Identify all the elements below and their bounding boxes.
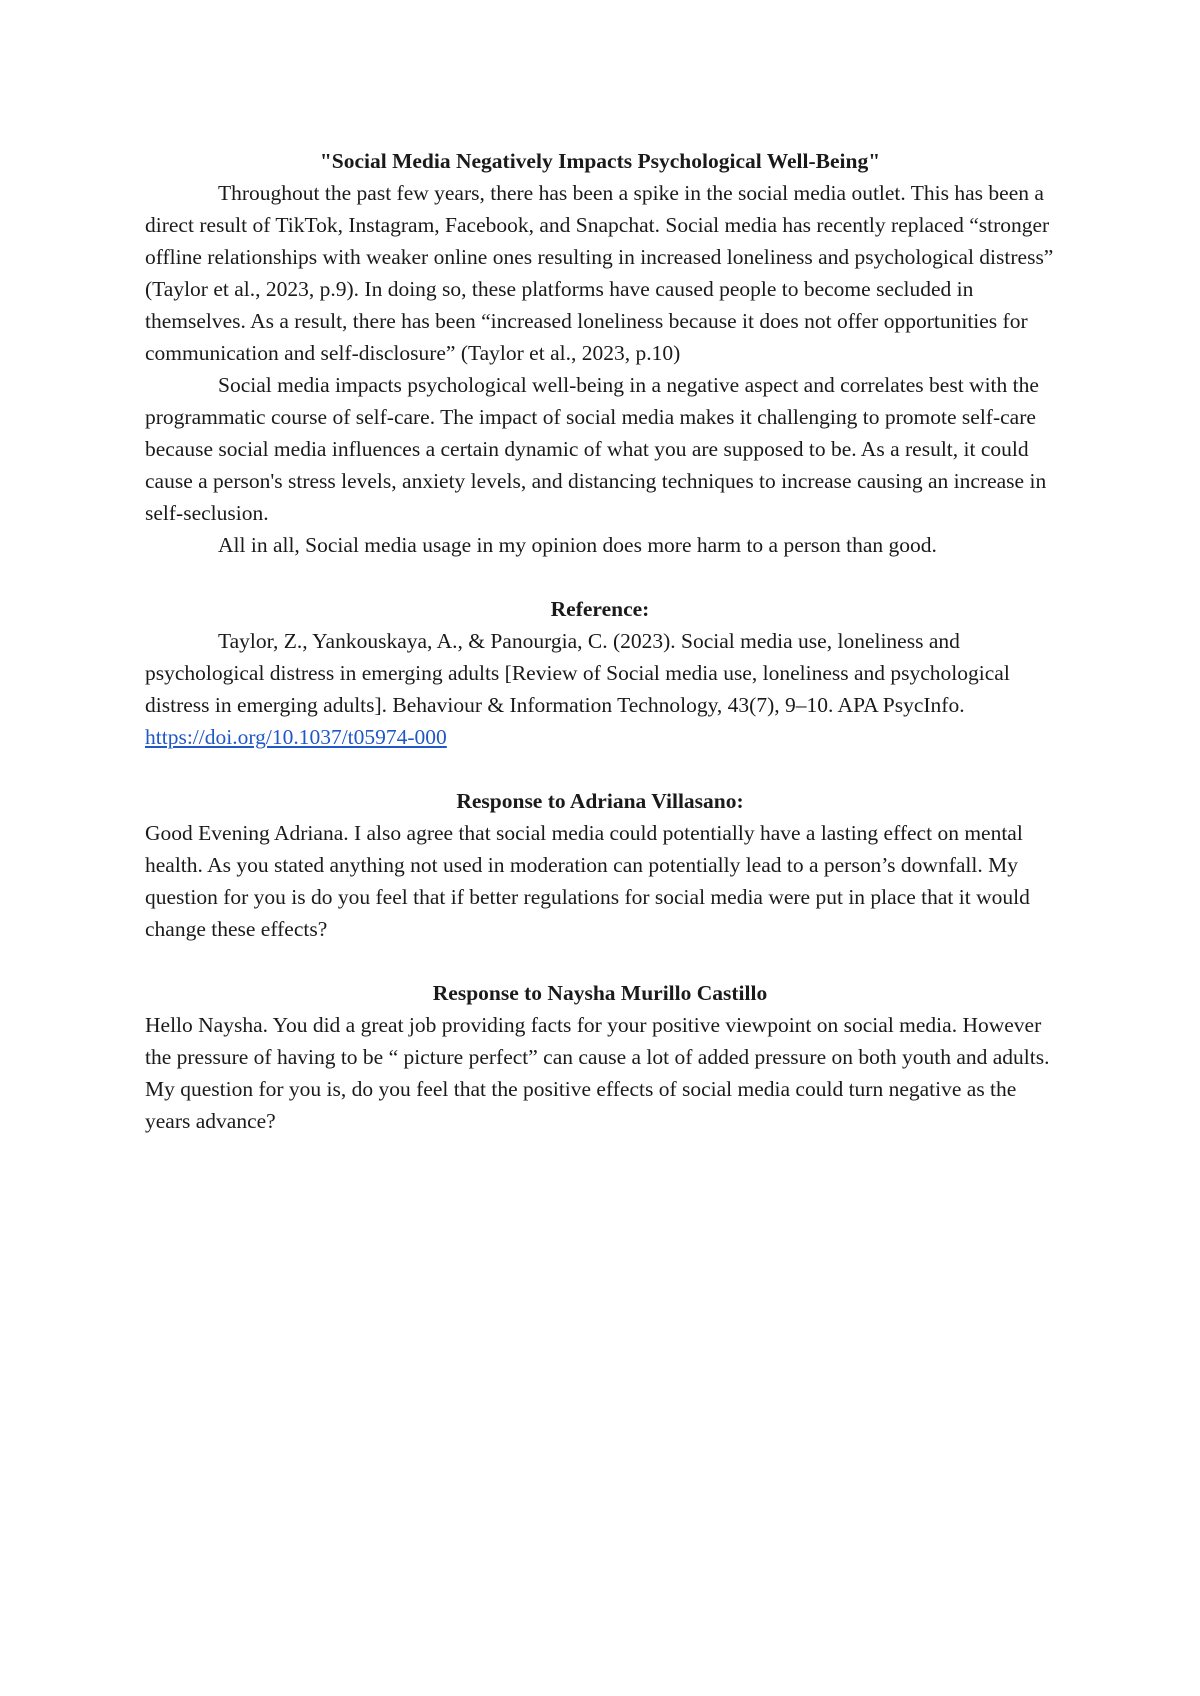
response-heading-naysha: Response to Naysha Murillo Castillo	[432, 981, 768, 1005]
document-title: "Social Media Negatively Impacts Psychological Well-Being"	[319, 149, 881, 173]
response-text-adriana: Good Evening Adriana. I also agree that social media could potentially have a lasting effect on mental health. As you stated anything not used in moderation can potentially lead to a person’s downfall. My question for you is do you feel that if better regulations for social media were put in place that it would change these effects?	[145, 821, 1030, 941]
response-text-naysha: Hello Naysha. You did a great job providing facts for your positive viewpoint on social media. However the pressure of having to be “ picture perfect” can cause a lot of added pressure on both youth and adults. My question for you is, do you feel that the positive effects of social media could turn negative as the years advance?	[145, 1013, 1050, 1133]
body-paragraph-1: Throughout the past few years, there has been a spike in the social media outlet. This has been a direct result of TikTok, Instagram, Facebook, and Snapchat. Social media has recently replaced “stronger offline relationships with weaker online ones resulting in increased loneliness and psychological distress” (Taylor et al., 2023, p.9). In doing so, these platforms have caused people to become secluded in themselves. As a result, there has been “increased loneliness because it does not offer opportunities for communication and self-disclosure” (Taylor et al., 2023, p.10)	[145, 181, 1054, 365]
body-paragraph-2: Social media impacts psychological well-being in a negative aspect and correlates best with the programmatic course of self-care. The impact of social media makes it challenging to promote self-care because social media influences a certain dynamic of what you are supposed to be. As a result, it could cause a person's stress levels, anxiety levels, and distancing techniques to increase causing an increase in self-seclusion.	[145, 373, 1047, 525]
spacer	[145, 753, 1055, 785]
response-heading-adriana: Response to Adriana Villasano:	[456, 789, 744, 813]
reference-heading: Reference:	[550, 597, 650, 621]
reference-entry	[145, 625, 1055, 753]
spacer	[145, 561, 1055, 593]
reference-text: Taylor, Z., Yankouskaya, A., & Panourgia, C. (2023). Social media use, loneliness and psychological distress in emerging adults [Review of Social media use, loneliness and psychological distress in emerging adults]. Behaviour & Information Technology, 43(7), 9–10. APA PsycInfo.	[145, 629, 1010, 717]
reference-doi-link[interactable]: https://doi.org/10.1037/t05974-000	[145, 725, 447, 749]
spacer	[145, 945, 1055, 977]
body-paragraph-3: All in all, Social media usage in my opinion does more harm to a person than good.	[218, 533, 937, 557]
document-body	[145, 145, 1055, 1137]
